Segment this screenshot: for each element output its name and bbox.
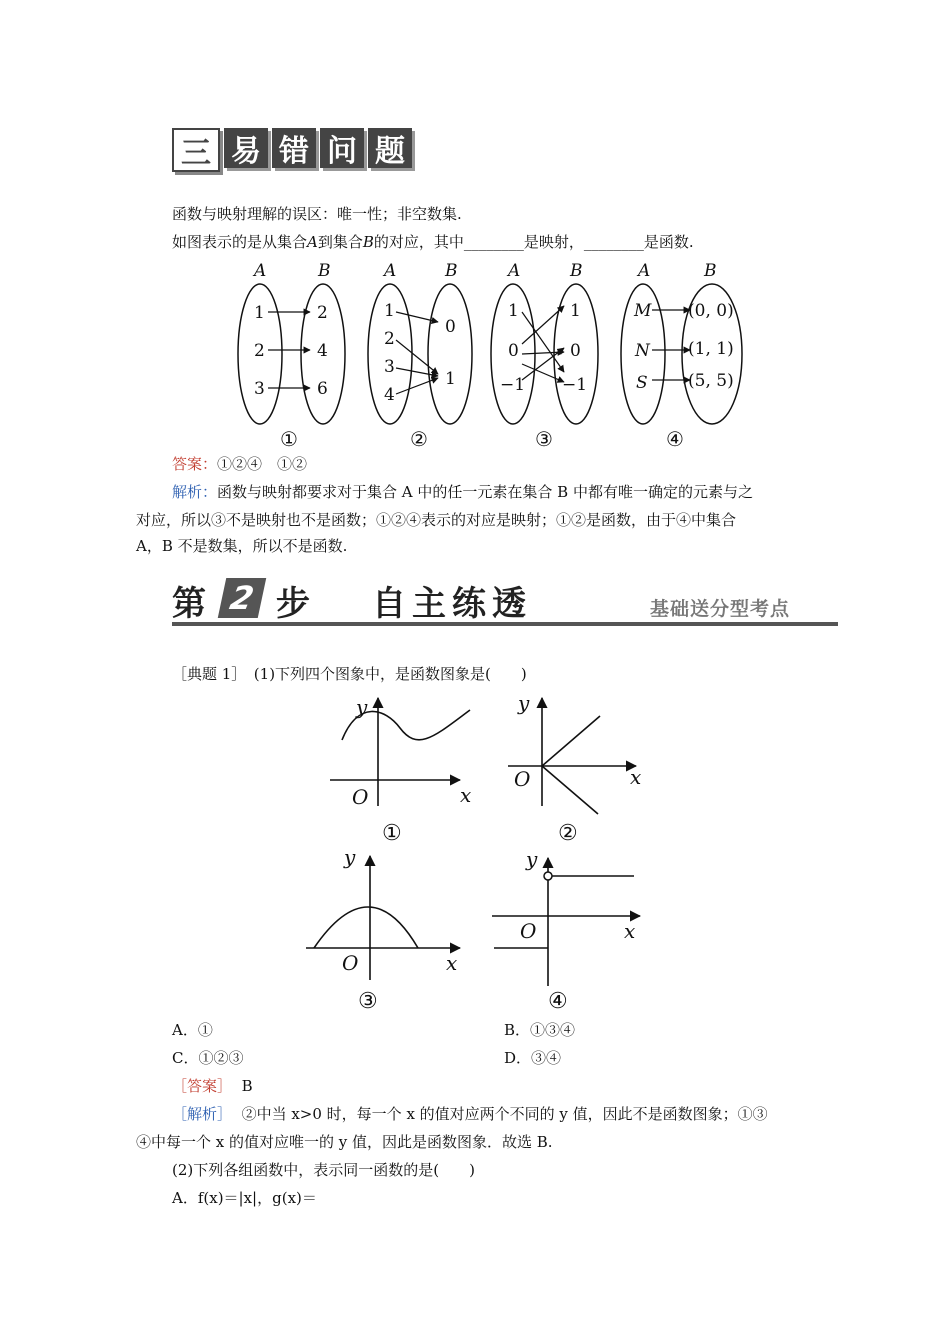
origin-label: O [342, 951, 359, 975]
element: S [636, 373, 648, 393]
axis-label: y [518, 691, 530, 715]
analysis-line [172, 482, 753, 502]
set-label: A [508, 261, 521, 281]
analysis-text: ②中当 x>0 时，每一个 x 的值对应两个不同的 y 值，因此不是函数图象；①③ [241, 1105, 768, 1123]
question-part: 如图表示的是从集合 [172, 233, 308, 251]
banner-char: 问 [320, 128, 364, 168]
element: M [634, 301, 652, 321]
element: 3 [384, 357, 395, 377]
option-a: A．① [172, 1021, 213, 1039]
element: 1 [570, 301, 581, 321]
section-banner [172, 128, 412, 172]
element: 1 [508, 301, 519, 321]
example-heading: ［典题 1］ (1)下列四个图象中，是函数图象是( ) [172, 665, 527, 683]
question-text [172, 232, 694, 252]
element: N [635, 341, 650, 361]
question-part2: (2)下列各组函数中，表示同一函数的是( ) [172, 1161, 475, 1179]
step-prefix: 第 [172, 584, 206, 624]
analysis-label: ［解析］ [172, 1105, 233, 1123]
diagram-label: ③ [535, 427, 553, 451]
origin-label: O [352, 785, 369, 809]
step-suffix: 步 [276, 584, 310, 624]
set-a-symbol: A [307, 233, 318, 251]
element: −1 [562, 375, 588, 395]
analysis-line [172, 1104, 768, 1124]
axis-label: x [624, 919, 636, 943]
set-label: B [570, 261, 583, 281]
axis-label: x [460, 783, 472, 807]
axis-label: x [630, 765, 642, 789]
element: 0 [508, 341, 519, 361]
analysis-text: A，B 不是数集，所以不是函数. [136, 537, 348, 555]
element: 3 [254, 379, 265, 399]
set-label: A [638, 261, 651, 281]
element: 1 [384, 301, 395, 321]
option-c: C．①②③ [172, 1049, 244, 1067]
graph-label: ④ [548, 989, 568, 1014]
element: 6 [317, 379, 328, 399]
element: 4 [317, 341, 328, 361]
answer-value: B [241, 1077, 253, 1095]
set-label: B [318, 261, 331, 281]
answer-value: ①②④ ①② [217, 455, 308, 473]
open-point [544, 872, 552, 880]
part2-option-a: A．f(x)＝|x|，g(x)＝ [172, 1189, 317, 1207]
set-label: B [704, 261, 717, 281]
element: 2 [384, 329, 395, 349]
element: 1 [445, 369, 456, 389]
element: 0 [570, 341, 581, 361]
axis-label: y [526, 847, 538, 871]
option-d: D．③④ [504, 1049, 562, 1067]
banner-char: 三 [172, 128, 220, 172]
origin-label: O [520, 919, 537, 943]
element: (0, 0) [688, 301, 734, 321]
element: 4 [384, 385, 395, 405]
analysis-text: 对应，所以③不是映射也不是函数；①②④表示的对应是映射；①②是函数，由于④中集合 [136, 511, 737, 529]
analysis-text: ④中每一个 x 的值对应唯一的 y 值，因此是函数图象．故选 B. [136, 1133, 553, 1151]
element: 2 [254, 341, 265, 361]
axis-label: y [344, 845, 356, 869]
question-part: 的对应，其中________是映射，________是函数. [373, 233, 694, 251]
diagram-label: ① [280, 427, 298, 451]
answer-line [172, 454, 307, 474]
answer-label: ［答案］ [172, 1077, 233, 1095]
element: 1 [254, 303, 265, 323]
set-label: B [445, 261, 458, 281]
set-label: A [384, 261, 397, 281]
answer-line [172, 1076, 253, 1096]
question-part: 到集合 [317, 233, 363, 251]
element: 2 [317, 303, 328, 323]
set-b-symbol: B [362, 233, 374, 251]
function-graphs [300, 690, 660, 1020]
element: 0 [445, 317, 456, 337]
set-label: A [254, 261, 267, 281]
banner-char: 易 [224, 128, 268, 168]
element: (5, 5) [688, 371, 734, 391]
axis-label: y [356, 695, 368, 719]
banner-char: 题 [368, 128, 412, 168]
mapping-diagrams [230, 256, 750, 452]
analysis-text: 函数与映射都要求对于集合 A 中的任一元素在集合 B 中都有唯一确定的元素与之 [217, 483, 753, 501]
option-b: B．①③④ [504, 1021, 576, 1039]
graph-label: ② [558, 821, 578, 846]
graph-label: ① [382, 821, 402, 846]
diagram-label: ② [410, 427, 428, 451]
diagram-label: ④ [666, 427, 684, 451]
graph-label: ③ [358, 989, 378, 1014]
axis-label: x [446, 951, 458, 975]
misconception-text: 函数与映射理解的误区：唯一性；非空数集. [172, 205, 462, 223]
step-subtitle: 基础送分型考点 [650, 598, 791, 620]
step-number: 2 [218, 578, 267, 618]
step-banner [172, 574, 838, 626]
analysis-label: 解析： [172, 483, 218, 501]
answer-label: 答案： [172, 455, 218, 473]
element: −1 [500, 375, 526, 395]
origin-label: O [514, 767, 531, 791]
step-title: 自主练透 [372, 584, 532, 624]
element: (1, 1) [688, 339, 734, 359]
banner-char: 错 [272, 128, 316, 168]
